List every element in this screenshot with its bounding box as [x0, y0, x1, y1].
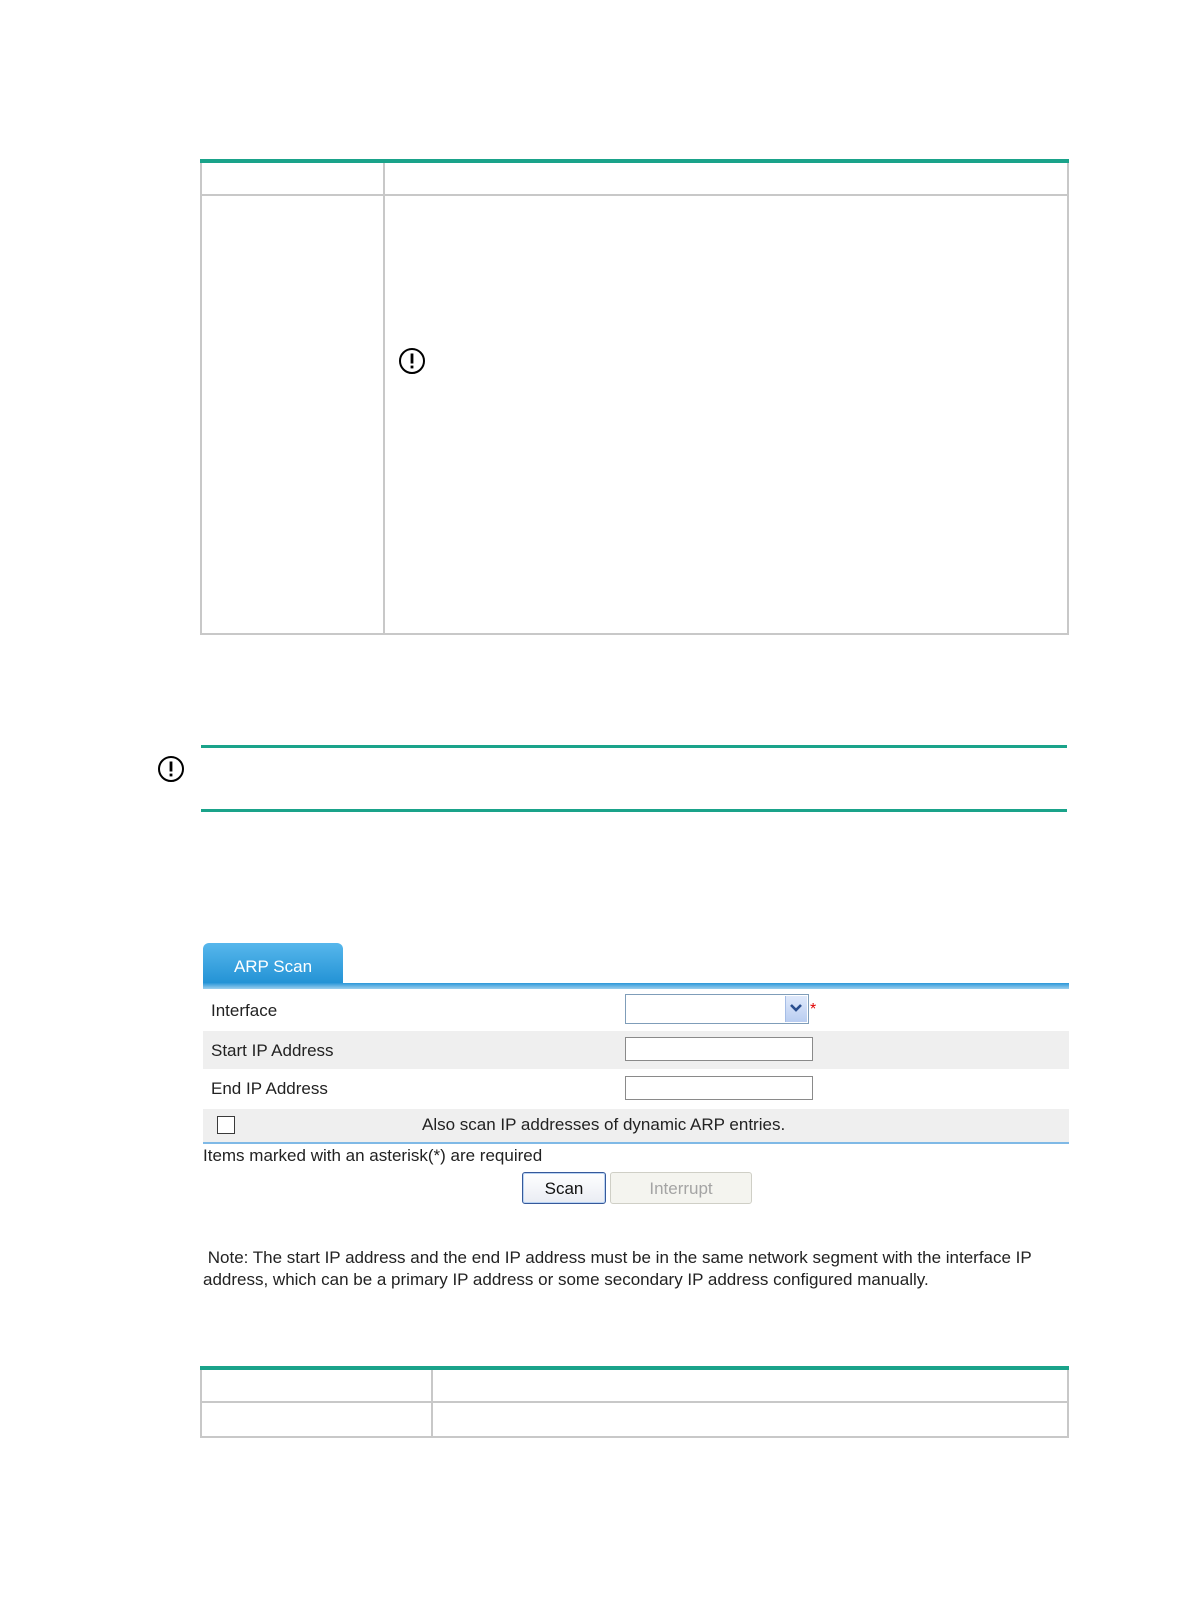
required-note: Items marked with an asterisk(*) are required	[203, 1146, 543, 1165]
chevron-down-icon[interactable]	[785, 996, 807, 1022]
interrupt-button[interactable]: Interrupt	[610, 1172, 752, 1204]
dynamic-arp-checkbox[interactable]	[217, 1116, 235, 1134]
start-ip-input[interactable]	[625, 1037, 813, 1061]
table-left-border	[200, 1370, 202, 1438]
table-right-border	[1067, 1370, 1069, 1438]
tab-arp-scan[interactable]: ARP Scan	[203, 943, 343, 987]
table-bottom-border	[200, 633, 1069, 635]
interface-label: Interface	[211, 1001, 278, 1020]
scan-note-text: Note: The start IP address and the end IP address must be in the same network segment with the interface IP address, which can be a primary IP address or some secondary IP address configured manually.	[203, 1248, 1032, 1289]
important-icon	[398, 347, 426, 375]
dynamic-arp-row	[203, 1109, 1069, 1142]
end-ip-row	[203, 1069, 1069, 1109]
dynamic-arp-label: Also scan IP addresses of dynamic ARP entries.	[422, 1115, 786, 1134]
table-header-divider	[200, 194, 1069, 196]
interface-row	[203, 989, 1069, 1031]
important-icon	[157, 755, 185, 783]
table-bottom-border	[200, 1436, 1069, 1438]
required-asterisk: *	[810, 1001, 817, 1018]
form-bottom-line	[203, 1142, 1069, 1144]
table-right-border	[1067, 163, 1069, 635]
start-ip-label: Start IP Address	[211, 1041, 334, 1060]
end-ip-label: End IP Address	[211, 1079, 328, 1098]
table-header-divider	[200, 1401, 1069, 1403]
table-column-divider	[431, 1370, 433, 1438]
interface-select[interactable]	[625, 994, 809, 1024]
scan-button[interactable]: Scan	[522, 1172, 606, 1204]
table-column-divider	[383, 163, 385, 635]
table-top-rule	[200, 159, 1069, 163]
end-ip-input[interactable]	[625, 1076, 813, 1100]
table-left-border	[200, 163, 202, 635]
table-top-rule	[200, 1366, 1069, 1370]
scan-note	[203, 1247, 1073, 1291]
notice-bottom-rule	[201, 809, 1067, 812]
notice-top-rule	[201, 745, 1067, 748]
start-ip-row	[203, 1031, 1069, 1069]
